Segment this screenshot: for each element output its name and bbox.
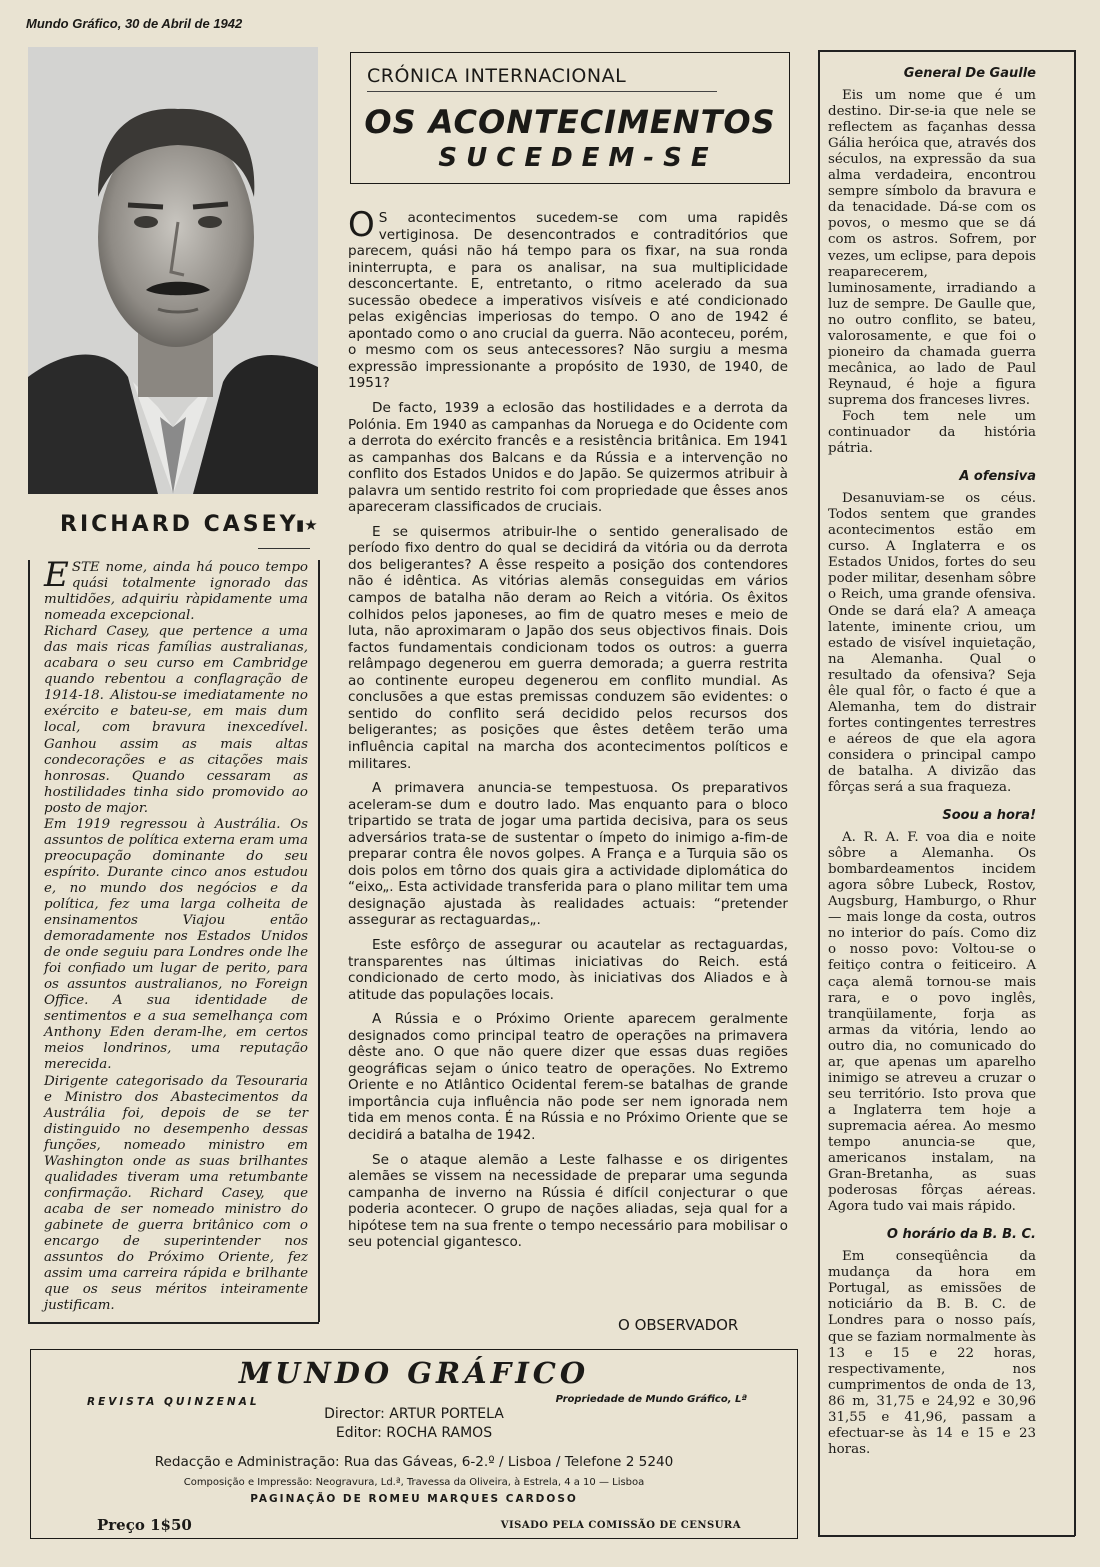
casey-paragraph-3: Em 1919 regressou à Austrália. Os assuntos de política externa eram uma preocupação dominante do seu espírito. Durante cinco anos estudou e, no mundo dos negócios e da política, fez uma larga colheita de ensinamentos Viajou então demoradamente nos Estados Unidos de onde seguiu para Londres onde lhe foi confiado um lugar de perito, para os assuntos australianos, no Foreign Office. A sua identidade de sentimentos e a sua semelhança com Anthony Eden deram-lhe, em certos meios londrinos, uma reputação merecida.: [44, 816, 308, 1073]
running-head: Mundo Gráfico, 30 de Abril de 1942: [26, 16, 243, 31]
article-signature: O OBSERVADOR: [618, 1316, 739, 1334]
portrait-illustration: [28, 47, 318, 494]
note-title-de-gaulle: General De Gaulle: [903, 66, 1036, 81]
masthead-editor: Editor: ROCHA RAMOS: [335, 1425, 493, 1441]
right-column-rule-right: [1074, 50, 1076, 1536]
rubric-underline: [367, 91, 717, 92]
main-article: [348, 205, 788, 1259]
section-rubric: CRÓNICA INTERNACIONAL: [367, 65, 627, 87]
casey-paragraph-1: STE nome, ainda há pouco tempo quási totalmente ignorado das multidões, adquiriu ràpidamente uma nomeada excepcional.: [44, 560, 308, 624]
headline-subline: SUCEDEM-SE: [438, 143, 718, 173]
masthead-printing: Composição e Impressão: Neogravura, Ld.ª, Travessa da Oliveira, à Estrela, 4 a 10 — Lisboa: [183, 1477, 645, 1488]
article-paragraph-7: Se o ataque alemão a Leste falhasse e os dirigentes alemães se vissem na necessidade de preparar uma segunda campanha de inverno na Rússia é difícil conjecturar o que poderia acontecer. O grupo de nações aliadas, seja qual for a hipótese tem na sua frente o tempo necessário para mobilisar o seu potencial gigantesco.: [348, 1151, 788, 1251]
note-title-soou-a-hora: Soou a hora!: [942, 808, 1036, 824]
note-title-bbc: O horário da B. B. C.: [886, 1227, 1036, 1243]
casey-drop-cap: E: [44, 555, 69, 595]
casey-paragraph-4: Dirigente categorisado da Tesouraria e Ministro dos Abastecimentos da Austrália foi, depois de se ter distinguido no desempenho dessas funções, nomeado ministro em Washington onde as suas brilhantes qualidades tiveram uma retumbante confirmação. Richard Casey, que acaba de ser nomeado ministro do gabinete de guerra britânico com o encargo de superintender nos assuntos do Próximo Oriente, fez assim uma carreira rápida e brilhante que os seus méritos inteiramente justificam.: [44, 1073, 308, 1314]
masthead-title: MUNDO GRÁFICO: [238, 1356, 590, 1390]
article-paragraph-4: A primavera anuncia-se tempestuosa. Os preparativos aceleram-se dum e doutro lado. Mas enquanto para o bloco tripartido se trata de jogar uma partida decisiva, para os seus adversários trata-se de sustentar o ímpeto do inimigo a-fim-de preparar contra êle novos golpes. A França e a Turquia são os dois polos em tôrno dos quais gira a actividade diplomática do “eixo„. Esta actividade transferida para o plano militar tem uma designação ajustada às realidades actuais: “pretender assegurar as rectaguardas„.: [348, 780, 788, 929]
star-icon: ▮★: [296, 518, 318, 534]
article-paragraph-1: S acontecimentos sucedem-se com uma rapidês vertiginosa. De desencontrados e contraditórios que parecem, quási não há tempo para os fixar, na sua ronda ininterrupta, e para os analisar, na sua multiplicidade desconcertante. E, entretanto, o ritmo acelerado da sua sucessão obedece a imperativos visíveis e até condicionado pelas exigências imperiosas do tempo. O ano de 1942 é apontado como o ano crucial da guerra. Não aconteceu, porém, o mesmo com os seus antecessores? Não surgiu a mesma expressão impressionante a propósito de 1930, de 1940, de 1951?: [348, 210, 788, 392]
headline: OS ACONTECIMENTOS: [364, 103, 776, 141]
article-drop-cap: O: [348, 205, 375, 245]
casey-article: [44, 555, 308, 1314]
right-column-top-rule: [818, 50, 1075, 52]
title-box: [350, 52, 790, 184]
note-de-gaulle-p1: Eis um nome que é um destino. Dir-se-ia que nele se reflectem as façanhas dessa Gália heróica que, através dos séculos, na expressão da sua alma verdadeira, encontrou sempre símbolo da bravura e da tenacidade. Dá-se com os povos, o mesmo que se dá com os astros. Sofrem, por vezes, um eclipse, para depois reaparecerem, luminosamente, irradiando a luz de sempre. De Gaulle que, no outro conflito, se bateu, valorosamente, e que foi o pioneiro da chamada guerra mecânica, ao lado de Paul Reynaud, é hoje a figura suprema dos franceses livres.: [828, 88, 1036, 408]
article-paragraph-3: E se quisermos atribuir-lhe o sentido generalisado de período fixo dentro do qual se decidirá da vitória ou da derrota dos beligerantes? A êsse respeito a posição dos contendores não é idêntica. As vitórias alemãs conseguidas em vários campos de batalha não deram ao Reich a vitória. Os êxitos colhidos pelos japoneses, ao fim de quatro meses e meio de luta, não aproximaram o Japão dos seus objectivos finais. Dois factos fundamentais condicionam todos os outros: a guerra relâmpago degenerou em guerra demorada; a guerra restrita ao continente europeu degenerou em conflito mundial. As conclusões a que estas premissas conduzem são evidentes: o sentido do conflito será decidido pelos recursos dos beligerantes; as posições que êstes detêem terão uma influência capital na marcha dos acontecimentos políticos e militares.: [348, 523, 788, 772]
masthead-ownership: Propriedade de Mundo Gráfico, Lª: [555, 1394, 747, 1405]
masthead-director: Director: ARTUR PORTELA: [324, 1406, 504, 1422]
left-column-rule: [28, 560, 30, 1322]
masthead-periodicity: REVISTA QUINZENAL: [87, 1396, 260, 1408]
casey-divider: [258, 548, 310, 549]
left-column-bottom-rule: [28, 1322, 319, 1324]
note-soou-p1: A. R. A. F. voa dia e noite sôbre a Alemanha. Os bombardeamentos incidem agora sôbre Lubeck, Rostov, Augsburg, Hamburgo, o Rhur — mais longe da costa, outros no interior do país. Como diz o nosso povo: Voltou-se o feitiço contra o feiticeiro. A caça alemã tornou-se mais rara, e o povo inglês, tranqüilamente, forja as armas da vitória, lendo ao outro dia, no comunicado do ar, que apenas um aparelho inimigo se atreveu a cruzar o seu território. Isto prova que a Inglaterra tem hoje a supremacia aérea. Ao mesmo tempo anuncia-se que, americanos instalam, na Gran-Bretanha, as suas poderosas fôrças aéreas. Agora tudo vai mais rápido.: [828, 830, 1036, 1215]
masthead-censorship: VISADO PELA COMISSÃO DE CENSURA: [500, 1520, 741, 1531]
sidebar-notes: [828, 64, 1036, 1470]
article-paragraph-6: A Rússia e o Próximo Oriente aparecem geralmente designados como principal teatro de operações na primavera dêste ano. O que não quere dizer que essas duas regiões geográficas sejam o único teatro de operações. No Extremo Oriente e no Atlântico Ocidental ferem-se batalhas de grande importância cuja influência não pode ser nem ignorada nem tida em menos conta. É na Rússia e no Próximo Oriente que se decidirá a batalha de 1942.: [348, 1011, 788, 1143]
article-paragraph-5: Este esfôrço de assegurar ou acautelar as rectaguardas, transparentes nas últimas iniciativas do Reich. está condicionado de certo modo, às iniciativas dos Aliados e à atitude das populações locais.: [348, 936, 788, 1003]
right-column-bottom-rule: [818, 1535, 1075, 1537]
note-title-ofensiva: A ofensiva: [959, 469, 1036, 485]
masthead-box: [30, 1349, 798, 1539]
masthead-price: Preço 1$50: [97, 1516, 192, 1534]
masthead-layout-credit: PAGINAÇÃO DE ROMEU MARQUES CARDOSO: [250, 1493, 578, 1505]
article-paragraph-2: De facto, 1939 a eclosão das hostilidades e a derrota da Polónia. Em 1940 as campanhas da Noruega e do Ocidente com a derrota do exército francês e a resistência britânica. Em 1941 as campanhas dos Balcans e da Rússia e a intervenção no conflito dos Estados Unidos e do Japão. Se quizermos atribuir à palavra um sentido restrito foi com propriedade que êsses anos apareceram classificados de cruciais.: [348, 400, 788, 516]
masthead-address: Redacção e Administração: Rua das Gáveas, 6-2.º / Lisboa / Telefone 2 5240: [154, 1454, 674, 1470]
left-column-rule-right: [318, 560, 320, 1322]
casey-paragraph-2: Richard Casey, que pertence a uma das mais ricas famílias australianas, acabara o seu curso em Cambridge quando rebentou a conflagração de 1914-18. Alistou-se imediatamente no exército e bateu-se, em mais dum local, com bravura inexcedível. Ganhou assim as mais altas condecorações e as citações mais honrosas. Quando cessaram as hostilidades tinha sido promovido ao posto de major.: [44, 624, 308, 816]
right-column-rule: [818, 50, 820, 1536]
note-bbc-p1: Em conseqüência da mudança da hora em Portugal, as emissões de noticiário da B. B. C. de Londres para o nosso país, que se faziam normalmente às 13 e 15 e 22 horas, respectivamente, nos cumprimentos de onda de 13, 86 m, 31,75 e 24,92 e 30,96 31,55 e 41,96, passam a efectuar-se às 14 e 15 e 23 horas.: [828, 1249, 1036, 1457]
casey-heading: RICHARD CASEY: [60, 512, 299, 537]
portrait-photo: [28, 47, 318, 494]
note-ofensiva-p1: Desanuviam-se os céus. Todos sentem que grandes acontecimentos estão em curso. A Inglaterra e os Estados Unidos, fortes do seu poder militar, desenham sôbre o Reich, uma grande ofensiva. Onde se dará ela? A ameaça latente, iminente criou, um estado de visível inquietação, na Alemanha. Qual o resultado da ofensiva? Seja êle qual fôr, o facto é que a Alemanha, tem do distrair fortes contingentes terrestres e aéreos de que ela agora considera o principal campo de batalha. A divizão das fôrças será a sua fraqueza.: [828, 491, 1036, 796]
note-de-gaulle-p2: Foch tem nele um continuador da história pátria.: [828, 408, 1036, 457]
